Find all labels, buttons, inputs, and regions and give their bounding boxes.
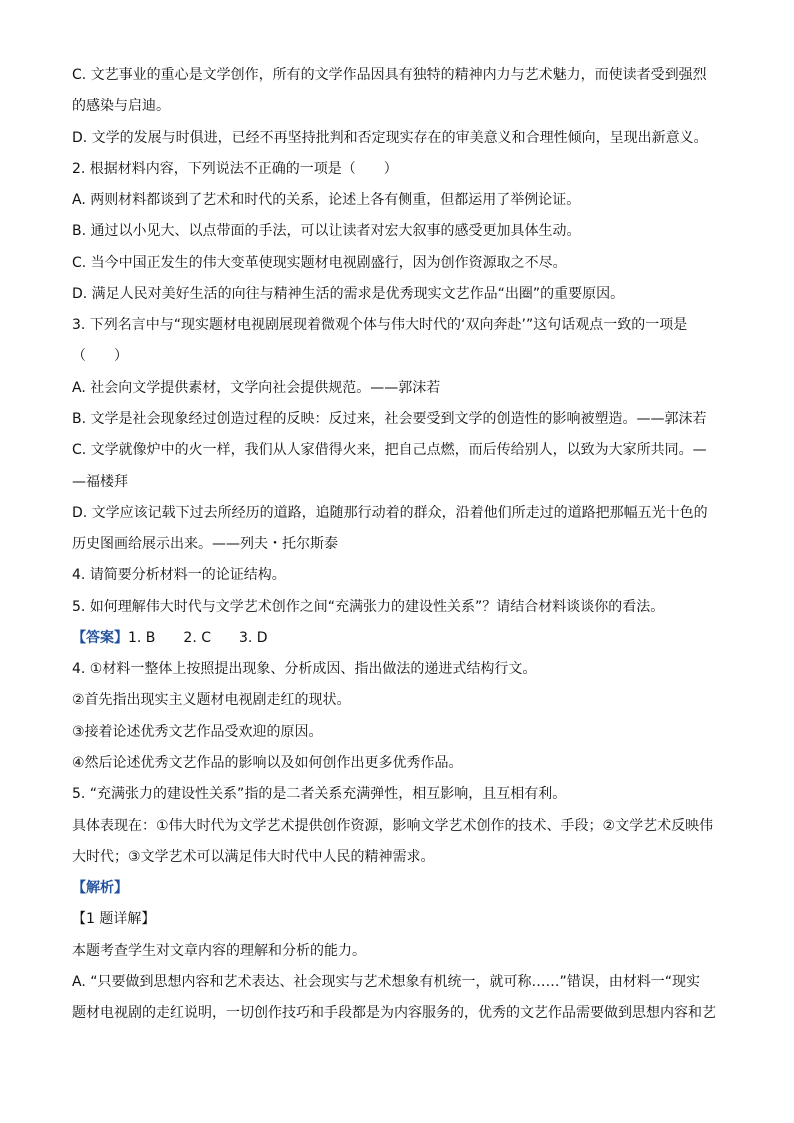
option-a: A. 社会向文学提供素材，文学向社会提供规范。——郭沫若	[72, 380, 441, 396]
answer-text: 1. B 2. C 3. D	[128, 630, 268, 646]
text-line: 大时代；③文学艺术可以满足伟大时代中人民的精神需求。	[72, 849, 435, 865]
analysis-label: 【解析】	[72, 880, 128, 896]
answer-4-point-2: ②首先指出现实主义题材电视剧走红的现状。	[72, 692, 351, 708]
option-d: D. 文学应该记载下过去所经历的道路，追随那行动着的群众，沿着他们所走过的道路把那幅五光十色的	[72, 505, 708, 521]
text-line: 历史图画给展示出来。——列夫・托尔斯泰	[72, 536, 338, 552]
text-line: D. 文学的发展与时俱进，已经不再坚持批判和否定现实存在的审美意义和合理性倾向，呈现出新意义。	[72, 130, 708, 146]
answer-4-point-3: ③接着论述优秀文艺作品受欢迎的原因。	[72, 724, 323, 740]
text-line: 的感染与启迪。	[72, 98, 170, 114]
text-line: 题材电视剧的走红说明，一切创作技巧和手段都是为内容服务的，优秀的文艺作品需要做到思想内容和艺	[72, 1005, 716, 1021]
answer-5: 5. “充满张力的建设性关系”指的是二者关系充满弹性，相互影响，且互相有利。	[72, 786, 567, 802]
answer-4: 4. ①材料一整体上按照提出现象、分析成因、指出做法的递进式结构行文。	[72, 661, 537, 677]
option-a: A. 两则材料都谈到了艺术和时代的关系，论述上各有侧重，但都运用了举例论证。	[72, 192, 581, 208]
option-b: B. 通过以小见大、以点带面的手法，可以让读者对宏大叙事的感受更加具体生动。	[72, 223, 581, 239]
question-5: 5. 如何理解伟大时代与文学艺术创作之间“充满张力的建设性关系”？请结合材料谈谈你的看法。	[72, 599, 665, 615]
option-b: B. 文学是社会现象经过创造过程的反映：反过来，社会要受到文学的创造性的影响被塑造。——郭沫若	[72, 411, 707, 427]
question-4: 4. 请简要分析材料一的论证结构。	[72, 567, 286, 583]
text-line: （ ）	[72, 348, 128, 364]
option-d: D. 满足人民对美好生活的向往与精神生活的需求是优秀现实文艺作品“出圈”的重要原因。	[72, 286, 625, 302]
section-heading: 【1 题详解】	[72, 911, 156, 927]
text-line: C. 文艺事业的重心是文学创作，所有的文学作品因具有独特的精神内力与艺术魅力，而使读者受到强烈	[72, 67, 707, 83]
option-c: C. 文学就像炉中的火一样，我们从人家借得火来，把自己点燃，而后传给别人，以致为大家所共同。—	[72, 442, 707, 458]
text-line: 本题考查学生对文章内容的理解和分析的能力。	[72, 943, 366, 959]
option-c: C. 当今中国正发生的伟大变革使现实题材电视剧盛行，因为创作资源取之不尽。	[72, 255, 567, 271]
question-3: 3. 下列名言中与“现实题材电视剧展现着微观个体与伟大时代的‘双向奔赴’”这句话观点一致的一项是	[72, 317, 688, 333]
answer-4-point-4: ④然后论述优秀文艺作品的影响以及如何创作出更多优秀作品。	[72, 755, 463, 771]
question-2: 2. 根据材料内容，下列说法不正确的一项是（ ）	[72, 161, 398, 177]
text-line: —福楼拜	[72, 474, 128, 490]
answer-label: 【答案】	[72, 630, 128, 646]
answer-line	[72, 629, 268, 647]
text-line: A. “只要做到思想内容和艺术表达、社会现实与艺术想象有机统一，就可称……”错误，由材料一“现实	[72, 974, 700, 990]
text-line: 具体表现在：①伟大时代为文学艺术提供创作资源，影响文学艺术创作的技术、手段；②文学艺术反映伟	[72, 818, 714, 834]
